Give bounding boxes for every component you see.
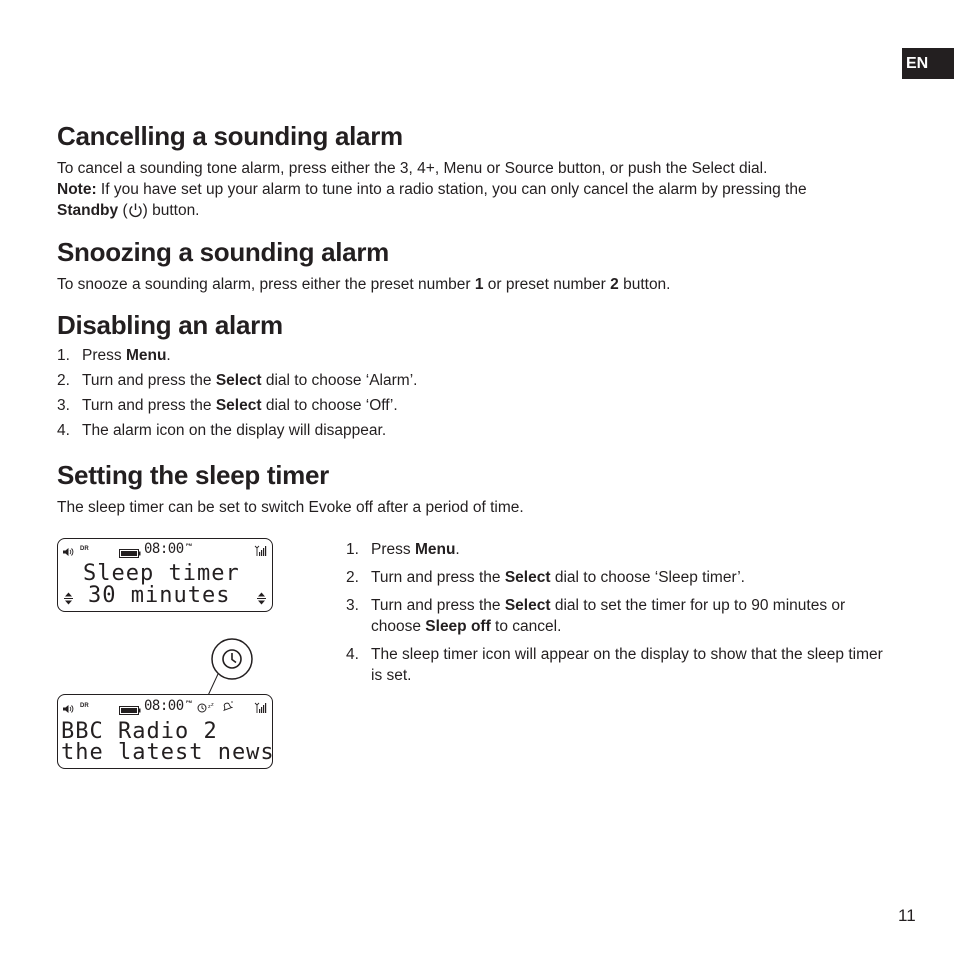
list-item: 3. Turn and press the Select dial to set the timer for up to 90 minutes or choose Sleep off to cancel. (346, 597, 846, 635)
dr-indicator: DR (80, 703, 89, 709)
clock-time: 08:00 (144, 541, 184, 557)
snooze-text-1: To snooze a sounding alarm, press either the preset number (57, 276, 475, 293)
battery-icon (119, 702, 141, 720)
pm-indicator: PM (186, 699, 192, 704)
list-item: 4. The alarm icon on the display will disappear. (57, 422, 387, 439)
svg-text:z: z (211, 702, 214, 708)
list-item: 1. Press Menu. (346, 541, 460, 558)
lcd-display-sleep-timer (57, 538, 273, 612)
standby-label: Standby (57, 202, 119, 219)
alarm-bell-icon (221, 699, 233, 717)
lcd-line-2: the latest news (61, 740, 275, 765)
note-label: Note: (57, 181, 97, 198)
heading-cancelling-alarm: Cancelling a sounding alarm (57, 121, 403, 151)
svg-text:z: z (208, 704, 211, 710)
snooze-text-3: button. (618, 276, 671, 293)
dr-indicator: DR (80, 546, 89, 552)
language-tab: EN (902, 48, 954, 79)
page-number: 11 (898, 906, 916, 925)
cancel-paragraph: To cancel a sounding tone alarm, press either the 3, 4+, Menu or Source button, or push the Select dial. Note: If you have set up your alarm to tune into a radio station, you can only cancel the alarm by pressing the Standby ( ) button. (57, 158, 897, 224)
list-item: 2. Turn and press the Select dial to choose ‘Alarm’. (57, 372, 418, 389)
cancel-text: To cancel a sounding tone alarm, press either the 3, 4+, Menu or Source button, or push the Select dial. (57, 160, 768, 177)
heading-snoozing-alarm: Snoozing a sounding alarm (57, 237, 389, 267)
lcd-line-1: Sleep timer (83, 561, 240, 586)
heading-sleep-timer: Setting the sleep timer (57, 460, 329, 490)
lcd-display-radio (57, 694, 273, 769)
lcd-line-2: 30 minutes (88, 583, 231, 608)
disable-steps (57, 347, 877, 447)
signal-icon (254, 700, 267, 718)
pm-indicator: PM (186, 542, 192, 547)
updown-arrow-icon (256, 592, 267, 610)
list-item: 3. Turn and press the Select dial to choose ‘Off’. (57, 397, 398, 414)
speaker-icon (62, 544, 74, 562)
list-item: 4. The sleep timer icon will appear on the display to show that the sleep timer is set. (346, 646, 883, 684)
snooze-text-2: or preset number (483, 276, 611, 293)
list-item: 1. Press Menu. (57, 347, 171, 364)
note-text: If you have set up your alarm to tune into a radio station, you can only cancel the alarm by pressing the (96, 181, 807, 198)
lcd-line-1: BBC Radio 2 (61, 719, 218, 744)
standby-tail: ) button. (142, 202, 200, 219)
sleep-intro: The sleep timer can be set to switch Evoke off after a period of time. (57, 499, 524, 516)
speaker-icon (62, 701, 74, 719)
sleep-steps (346, 539, 894, 686)
clock-time: 08:00 (144, 698, 184, 714)
updown-arrow-icon (63, 592, 74, 610)
sleep-timer-icon (197, 700, 217, 718)
preset-1: 1 (474, 276, 484, 293)
signal-icon (254, 543, 267, 561)
snooze-paragraph (57, 274, 897, 295)
power-icon (128, 202, 143, 224)
list-item: 2. Turn and press the Select dial to choose ‘Sleep timer’. (346, 569, 745, 586)
heading-disabling-alarm: Disabling an alarm (57, 310, 283, 340)
preset-2: 2 (610, 276, 619, 293)
